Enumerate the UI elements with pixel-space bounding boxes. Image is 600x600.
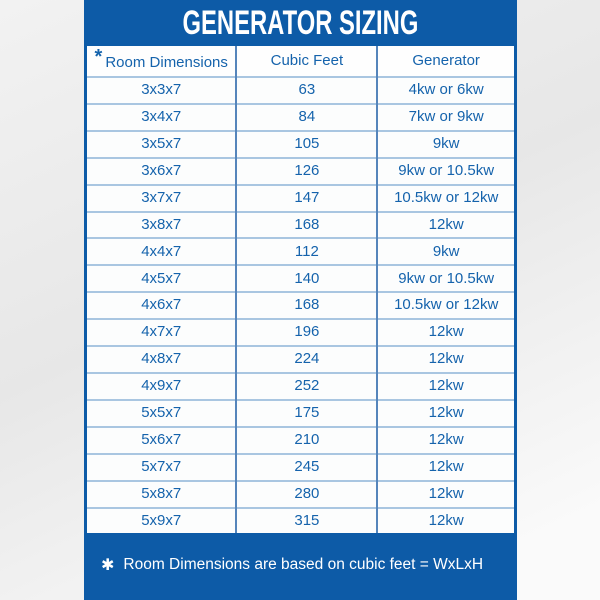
cubic-feet-cell: 245 bbox=[236, 454, 377, 481]
room-dimensions-cell: 5x7x7 bbox=[87, 454, 236, 481]
room-dimensions-cell: 4x7x7 bbox=[87, 319, 236, 346]
room-dimensions-cell: 4x4x7 bbox=[87, 238, 236, 265]
generator-cell: 4kw or 6kw bbox=[377, 77, 514, 104]
room-dimensions-cell: 4x5x7 bbox=[87, 265, 236, 292]
generator-cell: 12kw bbox=[377, 508, 514, 534]
generator-cell: 10.5kw or 12kw bbox=[377, 185, 514, 212]
footnote bbox=[84, 533, 517, 600]
cubic-feet-cell: 112 bbox=[236, 238, 377, 265]
room-dimensions-cell: 3x5x7 bbox=[87, 131, 236, 158]
table-row bbox=[87, 265, 514, 292]
table-row bbox=[87, 481, 514, 508]
table-row bbox=[87, 212, 514, 239]
page-title: GENERATOR SIZING bbox=[182, 4, 419, 42]
room-dimensions-cell: 5x5x7 bbox=[87, 400, 236, 427]
cubic-feet-cell: 168 bbox=[236, 292, 377, 319]
cubic-feet-cell: 140 bbox=[236, 265, 377, 292]
generator-cell: 12kw bbox=[377, 454, 514, 481]
cubic-feet-cell: 63 bbox=[236, 77, 377, 104]
table-row bbox=[87, 319, 514, 346]
generator-cell: 12kw bbox=[377, 346, 514, 373]
table-row bbox=[87, 373, 514, 400]
room-dimensions-cell: 3x3x7 bbox=[87, 77, 236, 104]
generator-cell: 9kw or 10.5kw bbox=[377, 265, 514, 292]
generator-sizing-table bbox=[87, 46, 514, 533]
room-dimensions-cell: 4x6x7 bbox=[87, 292, 236, 319]
room-dimensions-cell: 5x6x7 bbox=[87, 427, 236, 454]
column-header-cubic-feet: Cubic Feet bbox=[236, 46, 377, 77]
table-row bbox=[87, 400, 514, 427]
room-dimensions-cell: 4x8x7 bbox=[87, 346, 236, 373]
generator-cell: 9kw bbox=[377, 131, 514, 158]
generator-cell: 10.5kw or 12kw bbox=[377, 292, 514, 319]
generator-cell: 9kw bbox=[377, 238, 514, 265]
cubic-feet-cell: 105 bbox=[236, 131, 377, 158]
table-row bbox=[87, 346, 514, 373]
cubic-feet-cell: 175 bbox=[236, 400, 377, 427]
table-row bbox=[87, 508, 514, 534]
room-dimensions-cell: 3x6x7 bbox=[87, 158, 236, 185]
generator-cell: 12kw bbox=[377, 373, 514, 400]
cubic-feet-cell: 147 bbox=[236, 185, 377, 212]
table-row bbox=[87, 104, 514, 131]
generator-cell: 12kw bbox=[377, 427, 514, 454]
table-row bbox=[87, 292, 514, 319]
generator-cell: 12kw bbox=[377, 481, 514, 508]
room-dimensions-cell: 5x9x7 bbox=[87, 508, 236, 534]
table-row bbox=[87, 238, 514, 265]
table-header-row bbox=[87, 46, 514, 77]
footnote-star-icon: ✱ bbox=[101, 556, 115, 574]
column-header-generator: Generator bbox=[377, 46, 514, 77]
column-header-room-dimensions bbox=[87, 46, 236, 77]
cubic-feet-cell: 84 bbox=[236, 104, 377, 131]
footnote-marker: * bbox=[94, 46, 103, 68]
cubic-feet-cell: 280 bbox=[236, 481, 377, 508]
column-header-label: Room Dimensions bbox=[105, 54, 228, 71]
generator-cell: 9kw or 10.5kw bbox=[377, 158, 514, 185]
generator-cell: 12kw bbox=[377, 400, 514, 427]
room-dimensions-cell: 5x8x7 bbox=[87, 481, 236, 508]
table-row bbox=[87, 77, 514, 104]
table-row bbox=[87, 427, 514, 454]
room-dimensions-cell: 3x7x7 bbox=[87, 185, 236, 212]
table-row bbox=[87, 185, 514, 212]
table-row bbox=[87, 131, 514, 158]
cubic-feet-cell: 315 bbox=[236, 508, 377, 534]
generator-cell: 7kw or 9kw bbox=[377, 104, 514, 131]
table-row bbox=[87, 158, 514, 185]
cubic-feet-cell: 126 bbox=[236, 158, 377, 185]
cubic-feet-cell: 224 bbox=[236, 346, 377, 373]
room-dimensions-cell: 4x9x7 bbox=[87, 373, 236, 400]
cubic-feet-cell: 252 bbox=[236, 373, 377, 400]
room-dimensions-cell: 3x4x7 bbox=[87, 104, 236, 131]
footnote-text: Room Dimensions are based on cubic feet = WxLxH bbox=[123, 555, 484, 573]
generator-cell: 12kw bbox=[377, 212, 514, 239]
generator-cell: 12kw bbox=[377, 319, 514, 346]
table-row bbox=[87, 454, 514, 481]
generator-sizing-card bbox=[84, 0, 517, 600]
title-band bbox=[84, 0, 517, 46]
room-dimensions-cell: 3x8x7 bbox=[87, 212, 236, 239]
cubic-feet-cell: 210 bbox=[236, 427, 377, 454]
cubic-feet-cell: 196 bbox=[236, 319, 377, 346]
cubic-feet-cell: 168 bbox=[236, 212, 377, 239]
